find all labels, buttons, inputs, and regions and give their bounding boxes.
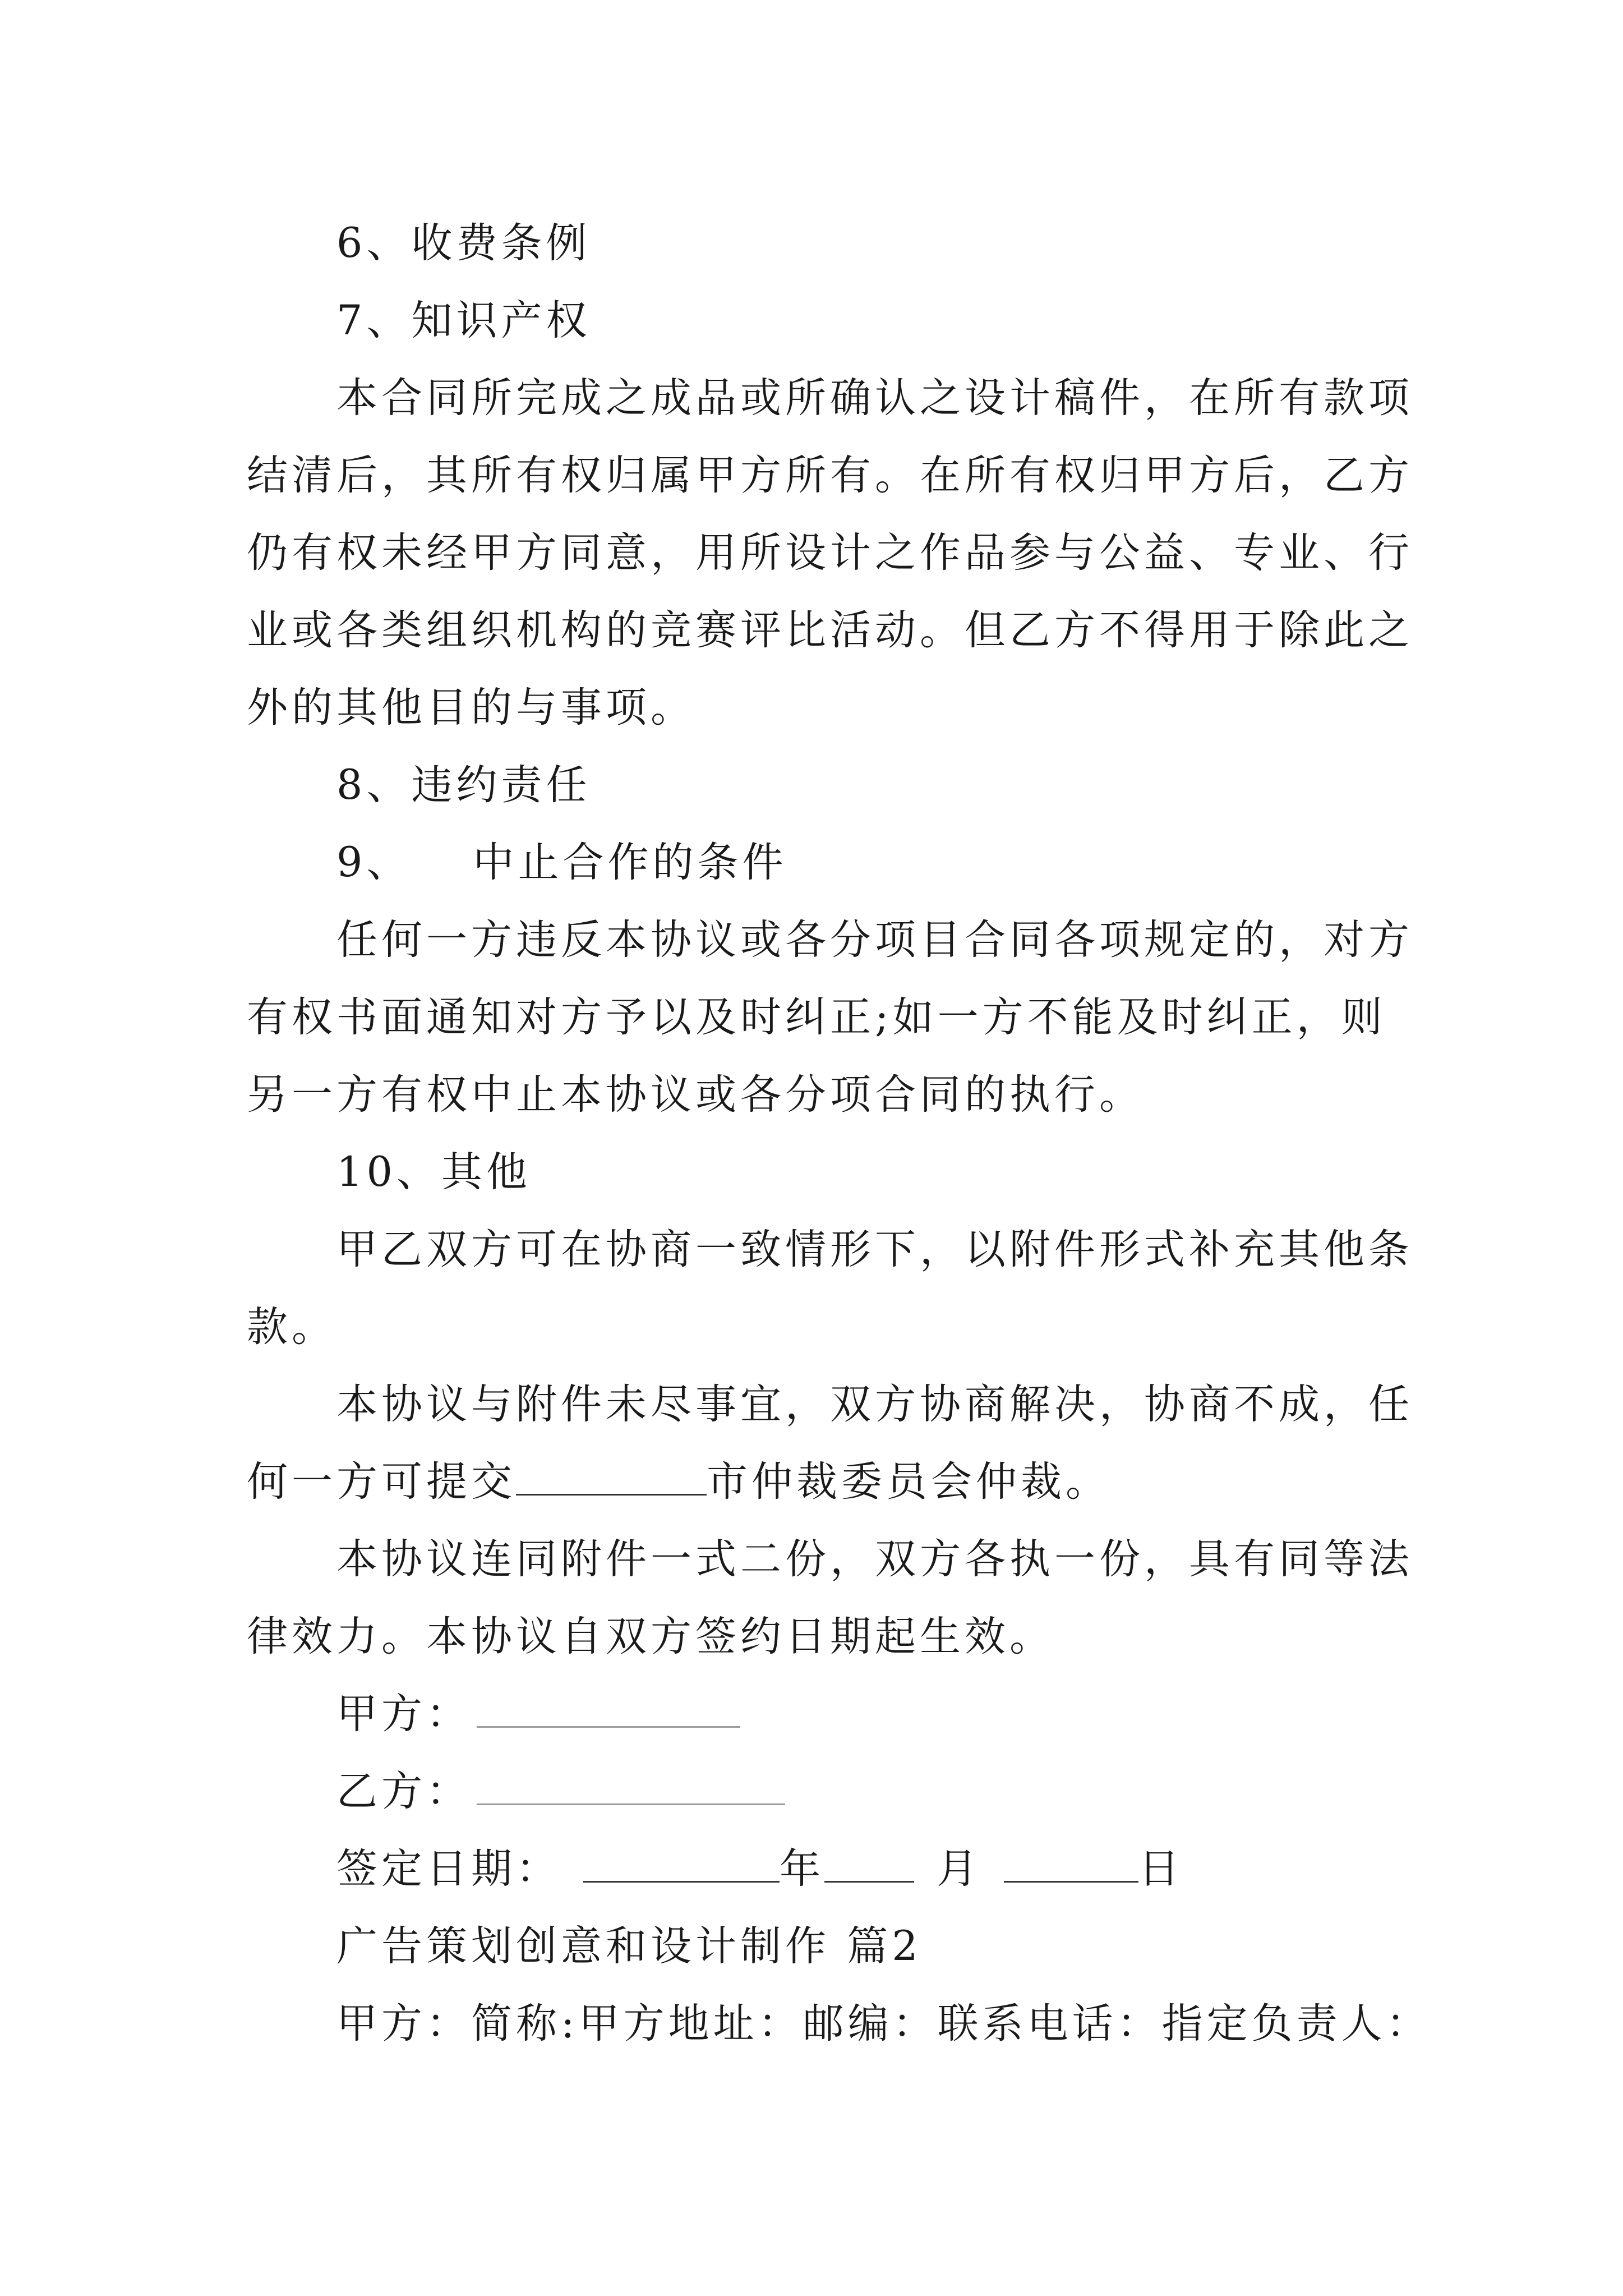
day-label: 日	[1138, 1845, 1183, 1893]
section-9-number: 9、	[336, 839, 412, 886]
section-9-title: 中止合作的条件	[473, 839, 787, 886]
year-label: 年	[780, 1845, 824, 1893]
month-label: 月	[937, 1845, 981, 1893]
month-blank	[824, 1842, 914, 1883]
paragraph-line: 外的其他目的与事项。	[247, 684, 695, 731]
paragraph-line: 律效力。本协议自双方签约日期起生效。	[247, 1613, 1054, 1660]
section-7-heading: 7、知识产权	[336, 297, 591, 344]
section-10-heading: 10、其他	[336, 1148, 531, 1196]
section-6-heading: 6、收费条例	[336, 219, 591, 267]
paragraph-line: 仍有权未经甲方同意，用所设计之作品参与公益、专业、行	[247, 529, 1413, 577]
party-b-blank	[477, 1764, 785, 1805]
arbitration-text-end: 市仲裁委员会仲裁。	[707, 1458, 1110, 1506]
arbitration-text-start: 何一方可提交	[247, 1458, 516, 1506]
paragraph-line: 有权书面通知对方予以及时纠正;如一方不能及时纠正，则	[247, 993, 1386, 1041]
year-blank	[583, 1842, 780, 1883]
signing-date-label: 签定日期：	[336, 1845, 561, 1893]
party-a-info-line: 甲方：简称:甲方地址：邮编：联系电话：指定负责人：	[336, 2000, 1431, 2047]
party-b-label: 乙方：	[336, 1768, 471, 1815]
paragraph-line: 甲乙双方可在协商一致情形下，以附件形式补充其他条	[336, 1226, 1413, 1273]
section-8-heading: 8、违约责任	[336, 761, 591, 809]
article-2-title: 广告策划创意和设计制作 篇2	[336, 1922, 922, 1970]
paragraph-line: 本协议与附件未尽事宜，双方协商解决，协商不成，任	[336, 1381, 1413, 1428]
signing-date-line	[0, 1841, 1623, 1897]
day-blank	[1004, 1842, 1138, 1883]
paragraph-line: 业或各类组织机构的竞赛评比活动。但乙方不得用于除此之	[247, 606, 1413, 654]
party-a-label: 甲方：	[336, 1690, 471, 1738]
paragraph-line: 本协议连同附件一式二份，双方各执一份，具有同等法	[336, 1535, 1413, 1583]
paragraph-line: 另一方有权中止本协议或各分项合同的执行。	[247, 1071, 1144, 1119]
paragraph-line: 本合同所完成之成品或所确认之设计稿件，在所有款项	[336, 374, 1413, 422]
section-9-heading	[0, 835, 1623, 891]
paragraph-line: 款。	[247, 1303, 336, 1351]
city-blank	[516, 1455, 707, 1496]
paragraph-line: 任何一方违反本协议或各分项目合同各项规定的，对方	[336, 916, 1413, 964]
arbitration-line	[0, 1454, 1623, 1510]
party-a-signature-line	[0, 1686, 1623, 1742]
paragraph-line: 结清后，其所有权归属甲方所有。在所有权归甲方后，乙方	[247, 452, 1413, 499]
party-b-signature-line	[0, 1764, 1623, 1820]
party-a-blank	[477, 1687, 740, 1728]
